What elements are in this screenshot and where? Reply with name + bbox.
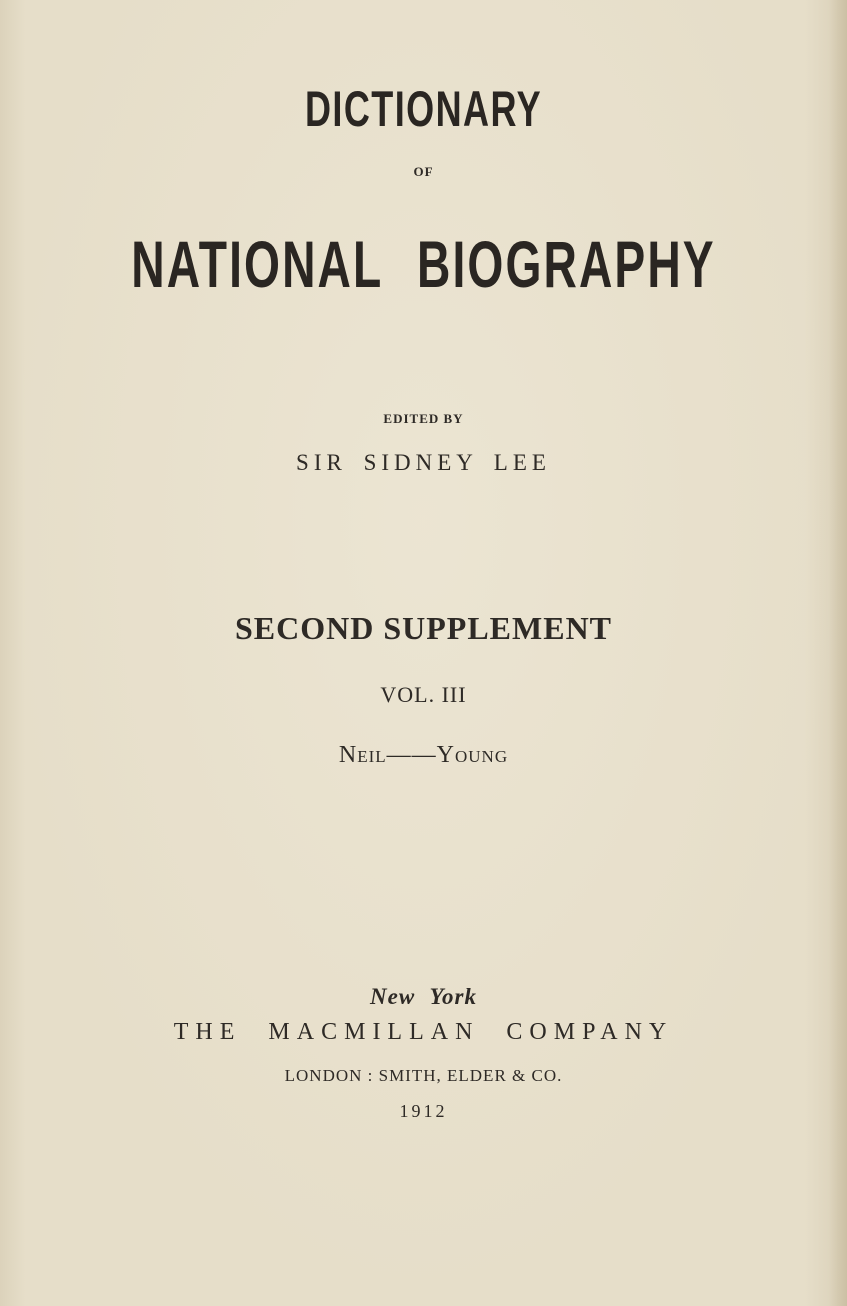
co-publisher: LONDON : SMITH, ELDER & CO. — [284, 1066, 563, 1085]
volume-number: VOL. III — [380, 682, 467, 707]
publication-place: New York — [370, 984, 477, 1009]
title-dictionary: DICTIONARY — [304, 81, 543, 137]
publisher-name: THE MACMILLAN COMPANY — [173, 1019, 674, 1045]
title-national-biography: NATIONAL BIOGRAPHY — [131, 227, 716, 301]
page-edge-shadow — [829, 0, 847, 1306]
volume-range: Neil——Young — [338, 742, 509, 768]
editor-name: SIR SIDNEY LEE — [296, 450, 551, 475]
edited-by-label: EDITED BY — [383, 411, 464, 426]
title-of: OF — [413, 164, 434, 179]
publication-year: 1912 — [399, 1101, 448, 1121]
supplement-title: SECOND SUPPLEMENT — [234, 610, 613, 646]
